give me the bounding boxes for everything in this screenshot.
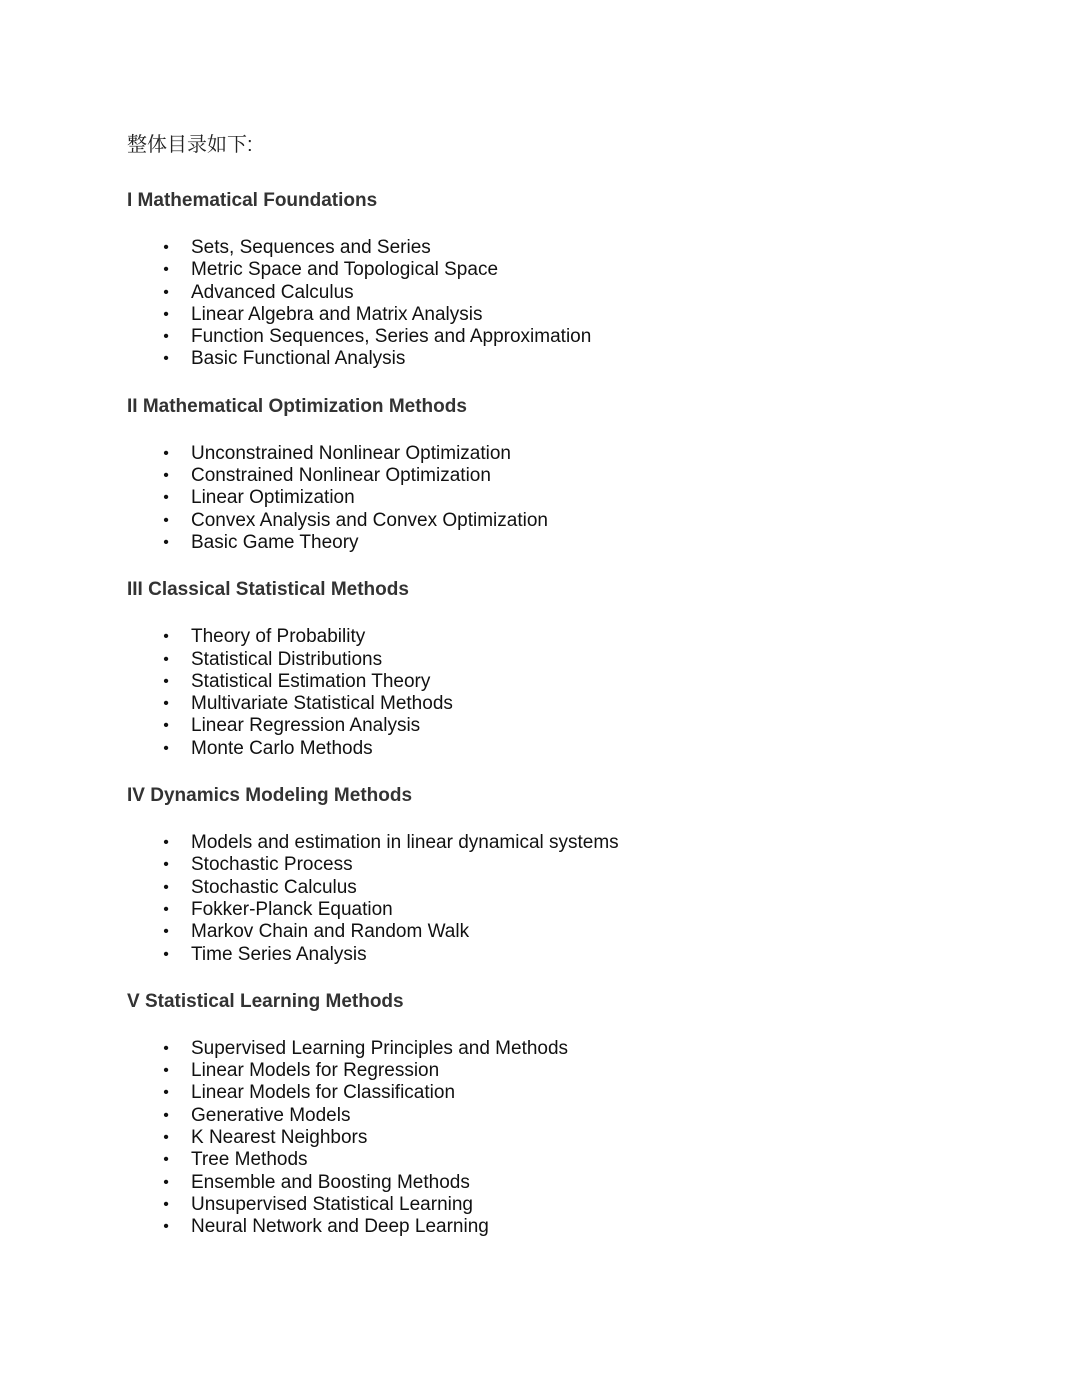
bullet-icon: • xyxy=(163,834,169,852)
list-item xyxy=(127,626,1027,648)
list-item xyxy=(127,443,1027,465)
bullet-icon: • xyxy=(163,261,169,279)
section-title: III Classical Statistical Methods xyxy=(127,579,409,601)
list-item-label: Generative Models xyxy=(191,1104,351,1126)
list-item xyxy=(127,1038,1027,1060)
toc-section xyxy=(127,188,1027,371)
list-item xyxy=(127,348,1027,370)
list-item xyxy=(127,944,1027,966)
bullet-icon: • xyxy=(163,650,169,668)
list-item xyxy=(127,899,1027,921)
list-item xyxy=(127,1172,1027,1194)
list-item xyxy=(127,487,1027,509)
list-item-label: Tree Methods xyxy=(191,1149,308,1171)
list-item-label: Multivariate Statistical Methods xyxy=(191,693,453,715)
bullet-icon: • xyxy=(163,444,169,462)
list-item-label: Basic Game Theory xyxy=(191,531,359,553)
bullet-icon: • xyxy=(163,467,169,485)
table-of-contents xyxy=(127,188,1027,1262)
list-item xyxy=(127,532,1027,554)
bullet-icon: • xyxy=(163,1151,169,1169)
section-item-list xyxy=(127,832,1027,966)
bullet-icon: • xyxy=(163,239,169,256)
list-item-label: Fokker-Planck Equation xyxy=(191,898,393,920)
list-item-label: Constrained Nonlinear Optimization xyxy=(191,465,491,487)
list-item-label: Stochastic Calculus xyxy=(191,876,357,898)
list-item-label: Markov Chain and Random Walk xyxy=(191,921,470,943)
bullet-icon: • xyxy=(163,511,169,529)
list-item-label: Unsupervised Statistical Learning xyxy=(191,1193,473,1215)
list-item xyxy=(127,832,1027,854)
list-item-label: Unconstrained Nonlinear Optimization xyxy=(191,442,511,464)
list-item xyxy=(127,1216,1027,1238)
list-item-label: Statistical Distributions xyxy=(191,648,383,670)
list-item xyxy=(127,921,1027,943)
list-item xyxy=(127,304,1027,326)
bullet-icon: • xyxy=(163,305,169,323)
list-item xyxy=(127,326,1027,348)
section-title: V Statistical Learning Methods xyxy=(127,990,404,1012)
list-item xyxy=(127,693,1027,715)
list-item xyxy=(127,649,1027,671)
list-item-label: Linear Optimization xyxy=(191,487,355,509)
bullet-icon: • xyxy=(163,1062,169,1080)
list-item-label: Linear Regression Analysis xyxy=(191,715,421,737)
bullet-icon: • xyxy=(163,533,169,551)
bullet-icon: • xyxy=(163,695,169,713)
list-item-label: Linear Models for Regression xyxy=(191,1060,440,1082)
list-item xyxy=(127,738,1027,760)
list-item-label: Function Sequences, Series and Approximation xyxy=(191,326,592,348)
toc-section xyxy=(127,577,1027,760)
bullet-icon: • xyxy=(163,1039,169,1057)
section-item-list xyxy=(127,626,1027,760)
list-item-label: Convex Analysis and Convex Optimization xyxy=(191,509,548,531)
list-item xyxy=(127,1082,1027,1104)
bullet-icon: • xyxy=(163,717,169,735)
list-item xyxy=(127,237,1027,259)
list-item xyxy=(127,259,1027,281)
list-item-label: K Nearest Neighbors xyxy=(191,1127,368,1149)
list-item-label: Supervised Learning Principles and Methods xyxy=(191,1037,569,1059)
bullet-icon: • xyxy=(163,672,169,690)
list-item-label: Stochastic Process xyxy=(191,854,353,876)
bullet-icon: • xyxy=(163,1173,169,1191)
bullet-icon: • xyxy=(163,739,169,757)
toc-section xyxy=(127,989,1027,1239)
list-item xyxy=(127,510,1027,532)
list-item-label: Ensemble and Boosting Methods xyxy=(191,1171,470,1193)
section-item-list xyxy=(127,237,1027,371)
list-item-label: Basic Functional Analysis xyxy=(191,348,406,370)
list-item xyxy=(127,854,1027,876)
intro-text: 整体目录如下: xyxy=(127,134,253,156)
list-item xyxy=(127,465,1027,487)
section-title: I Mathematical Foundations xyxy=(127,190,378,211)
bullet-icon: • xyxy=(163,1106,169,1124)
section-title: IV Dynamics Modeling Methods xyxy=(127,785,413,807)
bullet-icon: • xyxy=(163,1218,169,1236)
list-item-label: Neural Network and Deep Learning xyxy=(191,1216,489,1238)
list-item-label: Linear Models for Classification xyxy=(191,1082,456,1104)
toc-section xyxy=(127,394,1027,554)
list-item-label: Metric Space and Topological Space xyxy=(191,259,499,281)
list-item-label: Advanced Calculus xyxy=(191,281,354,303)
list-item xyxy=(127,1127,1027,1149)
list-item xyxy=(127,715,1027,737)
list-item xyxy=(127,282,1027,304)
list-item-label: Theory of Probability xyxy=(191,626,366,648)
bullet-icon: • xyxy=(163,945,169,963)
section-title: II Mathematical Optimization Methods xyxy=(127,395,467,417)
bullet-icon: • xyxy=(163,328,169,346)
list-item xyxy=(127,877,1027,899)
bullet-icon: • xyxy=(163,350,169,368)
bullet-icon: • xyxy=(163,283,169,301)
list-item-label: Sets, Sequences and Series xyxy=(191,237,431,258)
bullet-icon: • xyxy=(163,1195,169,1213)
bullet-icon: • xyxy=(163,856,169,874)
list-item-label: Linear Algebra and Matrix Analysis xyxy=(191,303,483,325)
list-item xyxy=(127,1105,1027,1127)
list-item xyxy=(127,1060,1027,1082)
list-item xyxy=(127,1149,1027,1171)
bullet-icon: • xyxy=(163,878,169,896)
section-item-list xyxy=(127,443,1027,554)
bullet-icon: • xyxy=(163,923,169,941)
bullet-icon: • xyxy=(163,1129,169,1147)
section-item-list xyxy=(127,1038,1027,1239)
bullet-icon: • xyxy=(163,1084,169,1102)
bullet-icon: • xyxy=(163,900,169,918)
list-item xyxy=(127,671,1027,693)
list-item-label: Time Series Analysis xyxy=(191,943,367,965)
bullet-icon: • xyxy=(163,628,169,646)
list-item-label: Statistical Estimation Theory xyxy=(191,670,431,692)
list-item-label: Monte Carlo Methods xyxy=(191,737,373,759)
list-item-label: Models and estimation in linear dynamical systems xyxy=(191,832,619,854)
list-item xyxy=(127,1194,1027,1216)
bullet-icon: • xyxy=(163,489,169,507)
toc-section xyxy=(127,783,1027,966)
